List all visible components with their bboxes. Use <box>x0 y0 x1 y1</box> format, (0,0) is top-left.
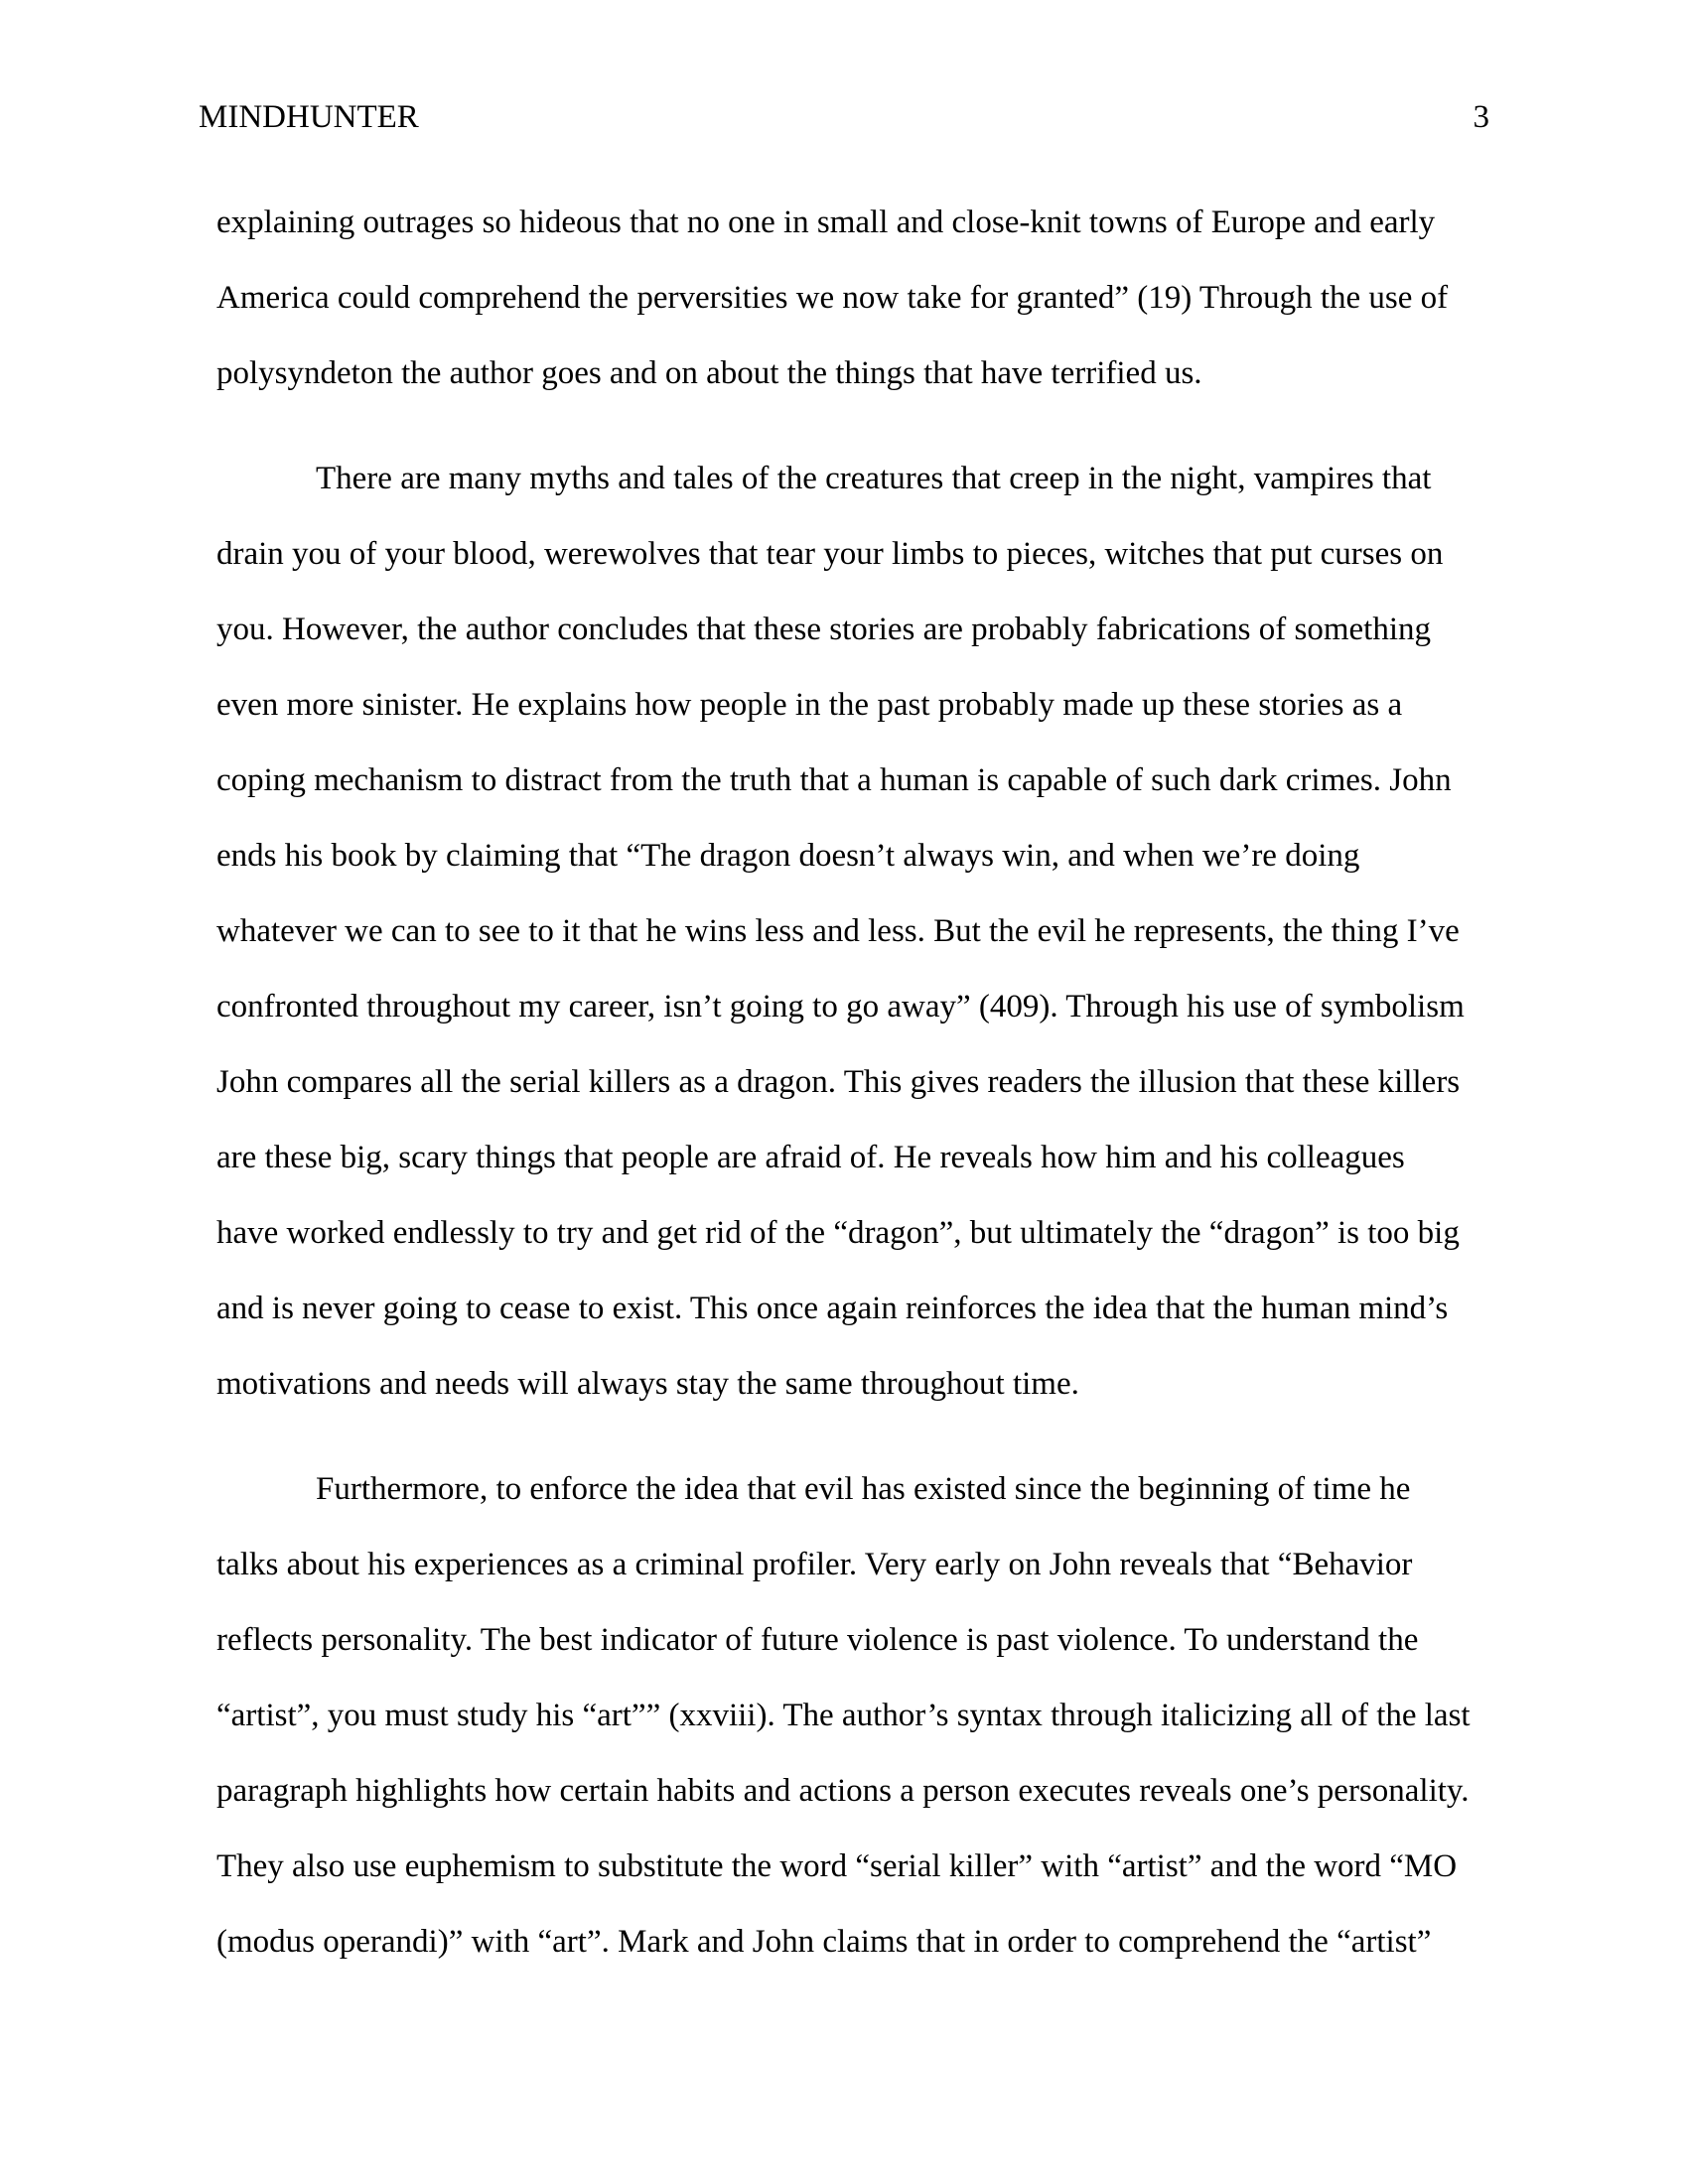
paragraph <box>216 1451 1489 1979</box>
text-line: There are many myths and tales of the creatures that creep in the night, vampires that <box>316 461 1432 496</box>
text-line: ends his book by claiming that “The dragon doesn’t always win, and when we’re doing <box>216 838 1360 874</box>
text-line: confronted throughout my career, isn’t going to go away” (409). Through his use of symbolism <box>216 989 1465 1024</box>
text-line: coping mechanism to distract from the truth that a human is capable of such dark crimes. John <box>216 762 1452 798</box>
page-header <box>199 79 1489 155</box>
text-line: explaining outrages so hideous that no one in small and close-knit towns of Europe and early <box>216 205 1436 240</box>
text-line: you. However, the author concludes that these stories are probably fabrications of something <box>216 612 1431 647</box>
text-line: motivations and needs will always stay the same throughout time. <box>216 1366 1079 1402</box>
text-line: (modus operandi)” with “art”. Mark and John claims that in order to comprehend the “artist” <box>216 1924 1432 1960</box>
text-line: John compares all the serial killers as a dragon. This gives readers the illusion that these killers <box>216 1064 1461 1100</box>
text-line: whatever we can to see to it that he wins less and less. But the evil he represents, the thing I’ve <box>216 913 1460 949</box>
paragraph <box>216 185 1489 411</box>
essay-body <box>216 185 1489 1979</box>
text-line: and is never going to cease to exist. This once again reinforces the idea that the human mind’s <box>216 1291 1449 1326</box>
text-line: even more sinister. He explains how people in the past probably made up these stories as a <box>216 687 1403 723</box>
text-line: are these big, scary things that people are afraid of. He reveals how him and his colleagues <box>216 1140 1405 1175</box>
text-line: Furthermore, to enforce the idea that evil has existed since the beginning of time he <box>316 1471 1411 1507</box>
text-line: have worked endlessly to try and get rid of the “dragon”, but ultimately the “dragon” is too big <box>216 1215 1460 1251</box>
running-head-title: MINDHUNTER <box>199 99 419 135</box>
page-number: 3 <box>1473 99 1489 135</box>
text-line: America could comprehend the perversities we now take for granted” (19) Through the use of <box>216 280 1449 316</box>
text-line: paragraph highlights how certain habits and actions a person executes reveals one’s personality. <box>216 1773 1470 1809</box>
paragraph <box>216 441 1489 1422</box>
text-line: talks about his experiences as a criminal profiler. Very early on John reveals that “Behavior <box>216 1547 1413 1582</box>
text-line: polysyndeton the author goes and on about the things that have terrified us. <box>216 355 1202 391</box>
text-line: drain you of your blood, werewolves that tear your limbs to pieces, witches that put curses on <box>216 536 1444 572</box>
text-line: reflects personality. The best indicator of future violence is past violence. To understand the <box>216 1622 1419 1658</box>
text-line: “artist”, you must study his “art”” (xxviii). The author’s syntax through italicizing all of the last <box>216 1698 1471 1733</box>
text-line: They also use euphemism to substitute the word “serial killer” with “artist” and the word “MO <box>216 1848 1458 1884</box>
